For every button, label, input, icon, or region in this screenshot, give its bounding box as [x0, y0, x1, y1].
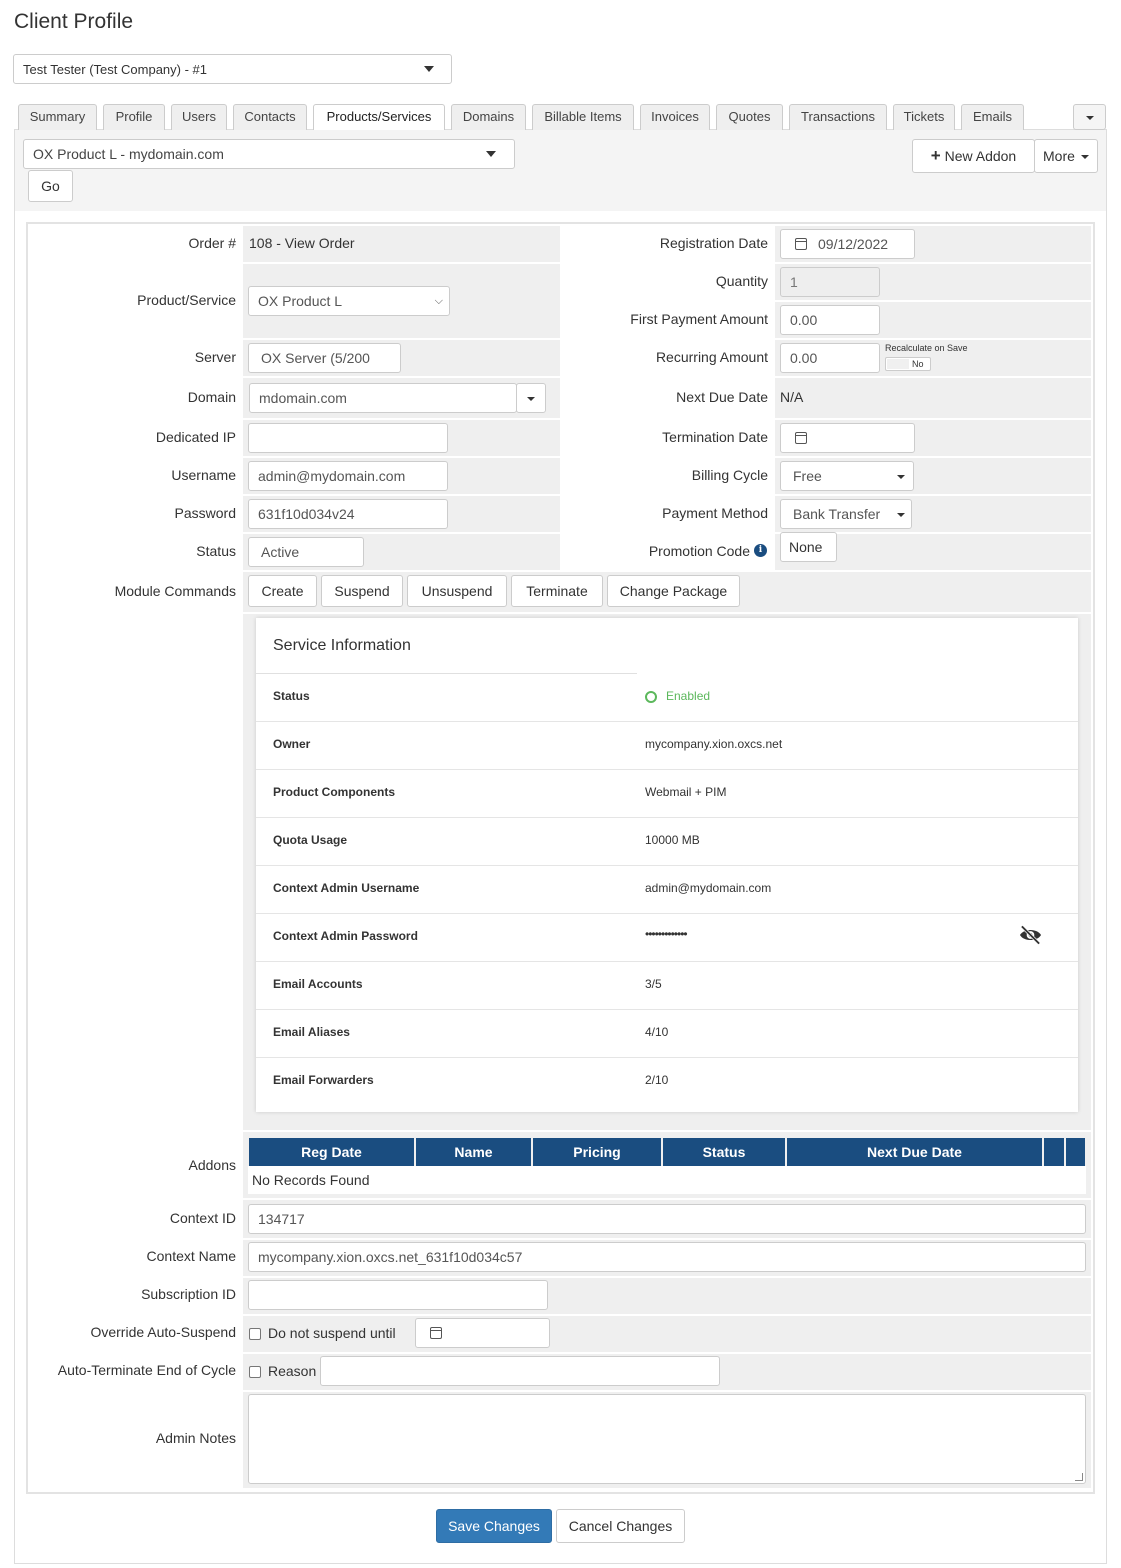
password-input[interactable]: 631f10d034v24	[248, 499, 448, 529]
suspend-button[interactable]: Suspend	[321, 575, 403, 607]
suspend-until-date-input[interactable]	[415, 1318, 550, 1348]
tab-emails[interactable]: Emails	[961, 104, 1024, 130]
admin-notes-textarea[interactable]	[248, 1394, 1086, 1484]
addons-header-pricing[interactable]: Pricing	[533, 1138, 661, 1166]
status-circle-icon	[645, 691, 657, 703]
eye-slash-icon[interactable]	[1019, 925, 1042, 945]
order-label: Order #	[188, 235, 236, 251]
promotion-label: Promotion Code	[648, 543, 750, 559]
info-value-email-accounts: 3/5	[645, 977, 662, 991]
product-select[interactable]	[23, 139, 515, 169]
next-due-value: N/A	[780, 389, 804, 405]
product-label: Product/Service	[137, 292, 236, 308]
domain-input[interactable]	[249, 383, 517, 413]
tab-bar	[14, 104, 1107, 130]
page-title: Client Profile	[14, 10, 134, 33]
info-value-email-forwarders: 2/10	[645, 1073, 669, 1087]
promotion-code-value: None	[789, 539, 823, 555]
recurring-label: Recurring Amount	[655, 349, 768, 365]
tab-transactions[interactable]: Transactions	[789, 104, 887, 130]
info-value-context-admin-password: •••••••••••••	[645, 927, 687, 941]
addons-table-body	[248, 1166, 1086, 1194]
server-select[interactable]	[248, 343, 401, 373]
product-service-value: OX Product L	[258, 293, 343, 309]
info-value-context-admin-username: admin@mydomain.com	[645, 881, 772, 895]
divider	[256, 769, 1078, 770]
product-select-value: OX Product L - mydomain.com	[33, 146, 224, 162]
save-changes-button[interactable]: Save Changes	[436, 1509, 552, 1543]
context-id-input[interactable]: 134717	[248, 1204, 1086, 1234]
module-commands-label: Module Commands	[114, 583, 236, 599]
reason-label: Reason	[268, 1363, 317, 1379]
server-value: OX Server (5/200	[261, 350, 370, 366]
chevron-down-icon	[527, 397, 535, 401]
first-payment-label: First Payment Amount	[630, 311, 768, 327]
tab-summary[interactable]: Summary	[18, 104, 97, 130]
create-button[interactable]: Create	[248, 575, 317, 607]
info-label-email-forwarders: Email Forwarders	[273, 1073, 374, 1087]
subscription-label: Subscription ID	[141, 1286, 236, 1302]
chevron-down-icon	[1086, 116, 1094, 120]
more-label: More	[1043, 148, 1075, 164]
subscription-input[interactable]	[248, 1280, 548, 1310]
addons-header-status[interactable]: Status	[663, 1138, 785, 1166]
username-label: Username	[171, 467, 236, 483]
tab-contacts[interactable]: Contacts	[233, 104, 307, 130]
divider	[256, 865, 1078, 866]
do-not-suspend-checkbox[interactable]	[249, 1328, 261, 1340]
divider	[256, 1057, 1078, 1058]
chevron-down-icon	[486, 151, 496, 157]
info-label-quota-usage: Quota Usage	[273, 833, 348, 847]
quantity-label: Quantity	[715, 273, 768, 289]
status-label: Status	[196, 543, 236, 559]
info-label-owner: Owner	[273, 737, 311, 751]
next-due-cell	[775, 378, 1091, 418]
registration-label: Registration Date	[659, 235, 768, 251]
addons-label: Addons	[188, 1157, 236, 1173]
divider	[256, 817, 1078, 818]
tab-profile[interactable]: Profile	[103, 104, 165, 130]
info-value-product-components: Webmail + PIM	[645, 785, 727, 799]
tab-products-services[interactable]: Products/Services	[313, 104, 445, 131]
recalculate-toggle[interactable]	[885, 357, 931, 371]
calendar-icon	[795, 432, 807, 444]
tab-invoices[interactable]: Invoices	[640, 104, 710, 130]
addons-header-reg-date[interactable]: Reg Date	[249, 1138, 414, 1166]
next-due-label: Next Due Date	[676, 389, 768, 405]
recurring-input[interactable]: 0.00	[780, 343, 880, 373]
info-value-quota-usage: 10000 MB	[645, 833, 700, 847]
divider	[256, 961, 1078, 962]
password-label: Password	[174, 505, 236, 521]
auto-terminate-label: Auto-Terminate End of Cycle	[57, 1362, 236, 1378]
resize-handle-icon[interactable]	[1075, 1473, 1083, 1481]
payment-method-value: Bank Transfer	[793, 506, 881, 522]
first-payment-input[interactable]: 0.00	[780, 305, 880, 335]
do-not-suspend-label: Do not suspend until	[268, 1325, 396, 1341]
info-value-status: Enabled	[666, 689, 711, 703]
tab-domains[interactable]: Domains	[451, 104, 526, 130]
context-name-input[interactable]: mycompany.xion.oxcs.net_631f10d034c57	[248, 1242, 1086, 1272]
domain-value: mdomain.com	[259, 390, 347, 406]
info-value-owner: mycompany.xion.oxcs.net	[645, 737, 783, 751]
divider	[256, 1009, 1078, 1010]
domain-label: Domain	[187, 389, 236, 405]
plus-icon: +	[930, 146, 941, 165]
billing-cycle-value: Free	[793, 468, 822, 484]
admin-notes-label: Admin Notes	[155, 1430, 236, 1446]
info-icon[interactable]: i	[754, 544, 767, 557]
addons-header-blank	[1044, 1138, 1064, 1166]
server-label: Server	[194, 349, 236, 365]
more-button[interactable]	[1034, 139, 1098, 173]
dedicated-ip-label: Dedicated IP	[155, 429, 236, 445]
change-package-button[interactable]: Change Package	[607, 575, 740, 607]
tab-users[interactable]: Users	[171, 104, 227, 130]
promotion-code-select[interactable]	[780, 532, 837, 562]
addons-header-blank	[1066, 1138, 1085, 1166]
client-select-value: Test Tester (Test Company) - #1	[23, 62, 207, 77]
client-select[interactable]	[13, 54, 452, 84]
billing-cycle-select[interactable]	[780, 461, 914, 491]
addons-header-name[interactable]: Name	[416, 1138, 531, 1166]
divider	[256, 721, 1078, 722]
chevron-down-icon	[897, 475, 905, 479]
registration-date-value: 09/12/2022	[818, 236, 889, 252]
unsuspend-button[interactable]: Unsuspend	[407, 575, 507, 607]
billing-cycle-label: Billing Cycle	[691, 467, 768, 483]
info-label-status: Status	[273, 689, 310, 703]
go-button[interactable]: Go	[28, 170, 73, 202]
new-addon-button[interactable]	[912, 139, 1035, 173]
info-label-product-components: Product Components	[273, 785, 395, 799]
auto-terminate-checkbox[interactable]	[249, 1366, 261, 1378]
quantity-input: 1	[780, 267, 880, 297]
registration-date-input[interactable]	[780, 229, 915, 259]
info-label-context-admin-password: Context Admin Password	[273, 929, 418, 943]
info-value-email-aliases: 4/10	[645, 1025, 669, 1039]
product-service-select[interactable]	[248, 286, 450, 316]
override-label: Override Auto-Suspend	[90, 1324, 236, 1340]
info-label-context-admin-username: Context Admin Username	[273, 881, 420, 895]
calendar-icon	[795, 238, 807, 250]
reason-input[interactable]	[320, 1356, 720, 1386]
context-id-label: Context ID	[169, 1210, 236, 1226]
new-addon-label: New Addon	[944, 148, 1017, 164]
termination-label: Termination Date	[662, 429, 768, 445]
service-information-title: Service Information	[273, 637, 411, 654]
divider	[256, 913, 1078, 914]
recalculate-toggle-state: No	[912, 359, 924, 369]
username-input[interactable]: admin@mydomain.com	[248, 461, 448, 491]
context-name-label: Context Name	[146, 1248, 236, 1264]
tab-quotes[interactable]: Quotes	[716, 104, 783, 130]
domain-dropdown-button[interactable]	[516, 383, 546, 413]
chevron-down-icon	[897, 513, 905, 517]
terminate-button[interactable]: Terminate	[511, 575, 603, 607]
order-value[interactable]: 108 - View Order	[249, 235, 355, 251]
status-value: Active	[261, 544, 300, 560]
chevron-down-icon: ⌵	[434, 295, 443, 307]
tabs-overflow-button[interactable]	[1073, 104, 1106, 130]
tab-tickets[interactable]: Tickets	[893, 104, 955, 130]
toggle-knob	[887, 359, 909, 369]
termination-date-input[interactable]	[780, 423, 915, 453]
chevron-down-icon	[424, 66, 434, 72]
dedicated-ip-input[interactable]	[248, 423, 448, 453]
addons-header-next-due-date[interactable]: Next Due Date	[787, 1138, 1042, 1166]
cancel-changes-button[interactable]: Cancel Changes	[556, 1509, 685, 1543]
status-select[interactable]	[248, 537, 364, 567]
divider	[256, 673, 637, 674]
addons-empty-text: No Records Found	[252, 1172, 370, 1188]
calendar-icon	[430, 1327, 442, 1339]
info-label-email-aliases: Email Aliases	[273, 1025, 350, 1039]
recalculate-label: Recalculate on Save	[885, 343, 968, 353]
info-label-email-accounts: Email Accounts	[273, 977, 363, 991]
chevron-down-icon	[1081, 155, 1089, 159]
tab-billable-items[interactable]: Billable Items	[532, 104, 634, 130]
payment-method-select[interactable]	[780, 499, 912, 529]
payment-method-label: Payment Method	[662, 505, 768, 521]
